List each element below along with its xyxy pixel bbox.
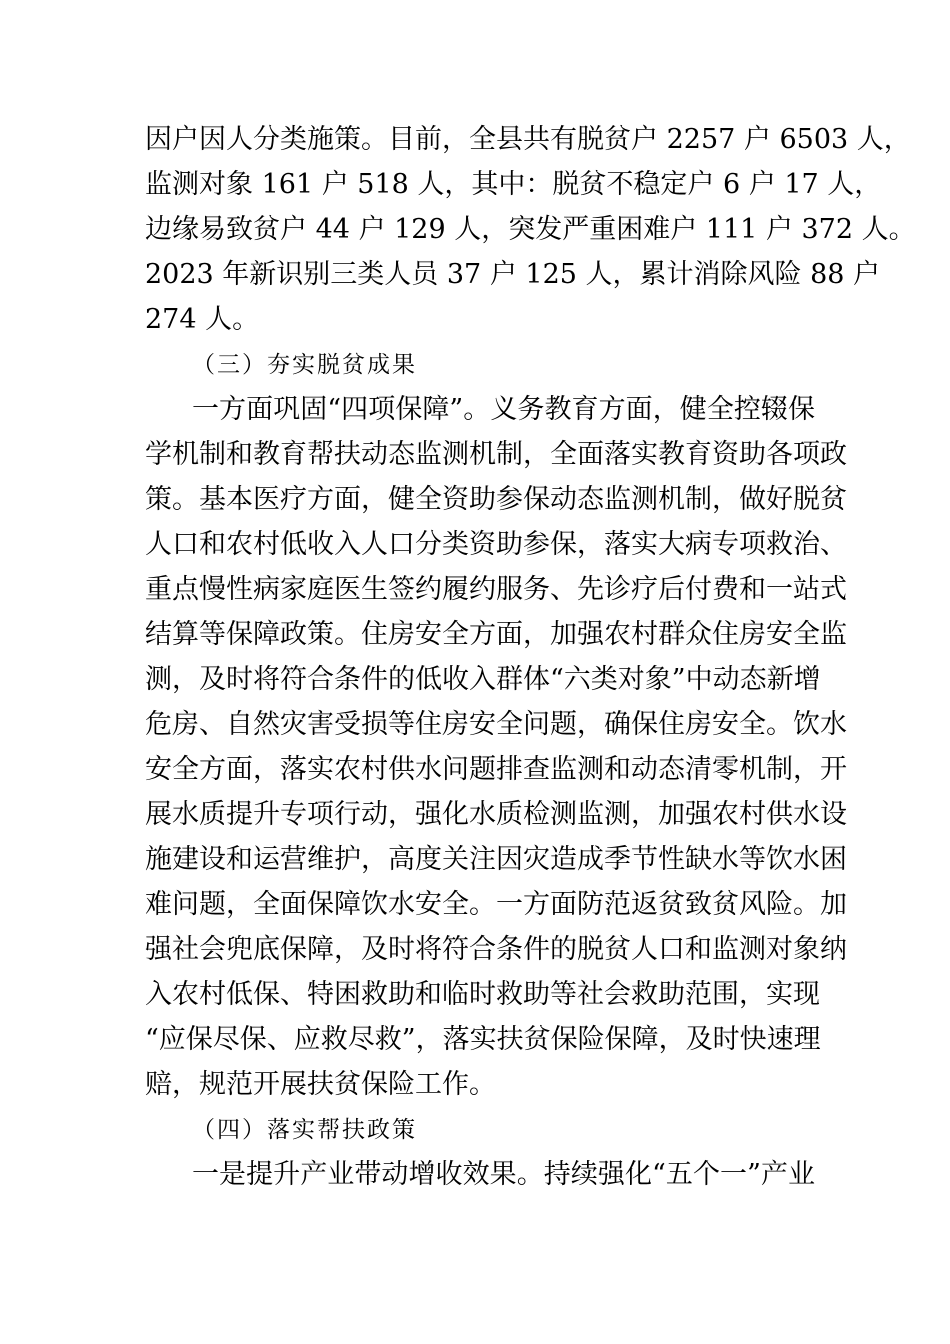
paragraph-line: 强社会兜底保障，及时将符合条件的脱贫人口和监测对象纳	[145, 934, 847, 965]
section-heading-3: （三）夯实脱贫成果	[192, 352, 417, 378]
paragraph-line: 难问题，全面保障饮水安全。一方面防范返贫致贫风险。加	[145, 889, 847, 920]
paragraph-line: 策。基本医疗方面，健全资助参保动态监测机制，做好脱贫	[145, 484, 847, 515]
paragraph-line: 重点慢性病家庭医生签约履约服务、先诊疗后付费和一站式	[145, 574, 847, 605]
paragraph-line: 一是提升产业带动增收效果。持续强化“五个一”产业	[192, 1159, 815, 1190]
paragraph-line: 因户因人分类施策。目前，全县共有脱贫户 2257 户 6503 人，	[145, 124, 911, 155]
paragraph-line: 施建设和运营维护，高度关注因灾造成季节性缺水等饮水困	[145, 844, 847, 875]
paragraph-line: 危房、自然灾害受损等住房安全问题，确保住房安全。饮水	[145, 709, 847, 740]
paragraph-line: 一方面巩固“四项保障”。义务教育方面，健全控辍保	[192, 394, 815, 425]
paragraph-line: 赔，规范开展扶贫保险工作。	[145, 1069, 496, 1100]
paragraph-line: 安全方面，落实农村供水问题排查监测和动态清零机制，开	[145, 754, 847, 785]
paragraph-line: 入农村低保、特困救助和临时救助等社会救助范围，实现	[145, 979, 820, 1010]
paragraph-line: 测，及时将符合条件的低收入群体“六类对象”中动态新增	[145, 664, 821, 695]
paragraph-line: 结算等保障政策。住房安全方面，加强农村群众住房安全监	[145, 619, 847, 650]
paragraph-line: 2023 年新识别三类人员 37 户 125 人，累计消除风险 88 户	[145, 259, 881, 290]
paragraph-line: 人口和农村低收入人口分类资助参保，落实大病专项救治、	[145, 529, 847, 560]
paragraph-line: 展水质提升专项行动，强化水质检测监测，加强农村供水设	[145, 799, 847, 830]
paragraph-line: 监测对象 161 户 518 人，其中：脱贫不稳定户 6 户 17 人，	[145, 169, 882, 200]
paragraph-line: 学机制和教育帮扶动态监测机制，全面落实教育资助各项政	[145, 439, 847, 470]
paragraph-line: “应保尽保、应救尽救”，落实扶贫保险保障，及时快速理	[145, 1024, 821, 1055]
section-heading-4: （四）落实帮扶政策	[192, 1117, 417, 1143]
paragraph-line: 边缘易致贫户 44 户 129 人，突发严重困难户 111 户 372 人。	[145, 214, 916, 245]
paragraph-line: 274 人。	[145, 304, 260, 335]
